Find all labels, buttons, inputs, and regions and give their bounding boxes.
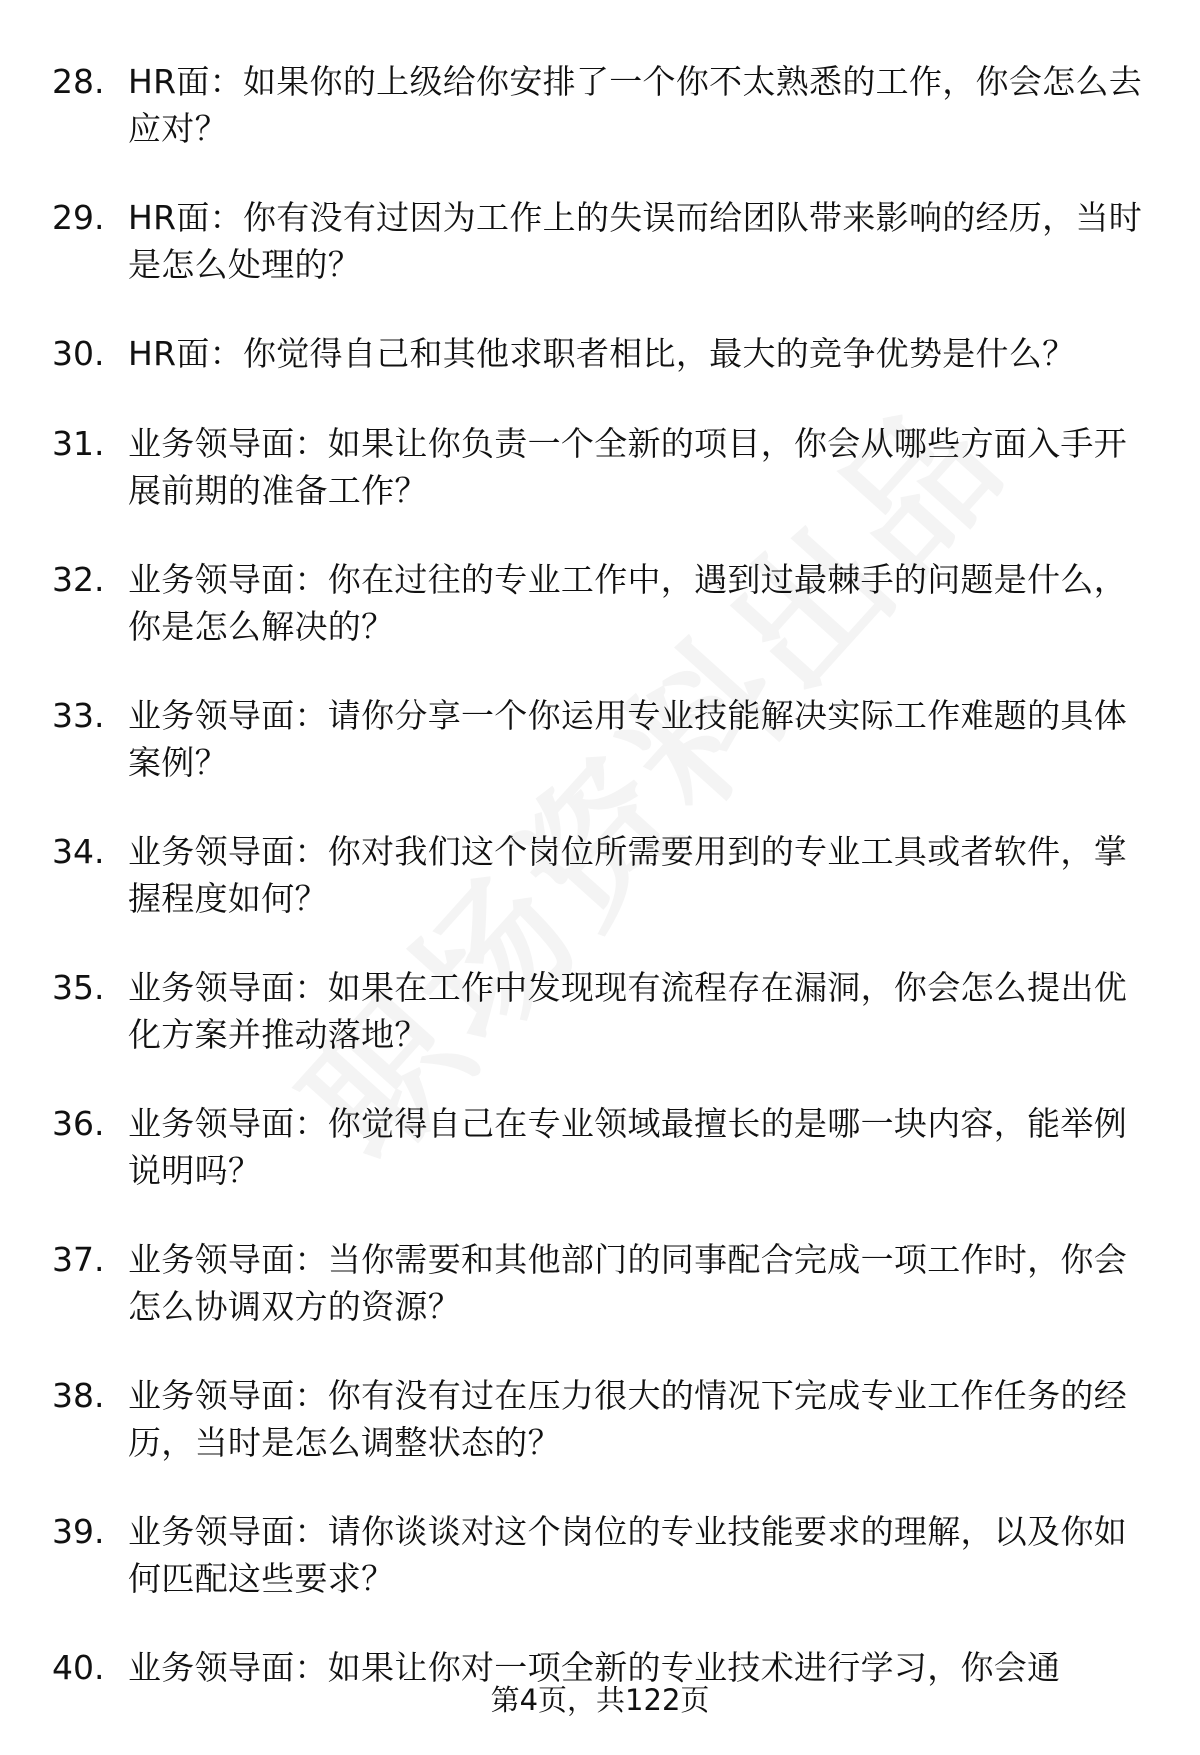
question-text: 业务领导面：请你分享一个你运用专业技能解决实际工作难题的具体案例？ <box>128 696 1127 782</box>
question-text: 业务领导面：你有没有过在压力很大的情况下完成专业工作任务的经历，当时是怎么调整状态的？ <box>128 1376 1127 1462</box>
question-number: 34. <box>52 832 105 871</box>
question-item <box>0 1508 1200 1644</box>
question-number: 33. <box>52 696 105 735</box>
question-number: 39. <box>52 1512 105 1551</box>
question-number: 31. <box>52 424 105 463</box>
question-item <box>0 828 1200 964</box>
question-text: 业务领导面：请你谈谈对这个岗位的专业技能要求的理解，以及你如何匹配这些要求？ <box>128 1512 1127 1598</box>
question-number: 30. <box>52 334 105 373</box>
question-item <box>0 194 1200 330</box>
question-text: 业务领导面：如果让你对一项全新的专业技术进行学习，你会通 <box>128 1648 1061 1687</box>
question-item <box>0 964 1200 1100</box>
question-text: 业务领导面：你在过往的专业工作中，遇到过最棘手的问题是什么，你是怎么解决的？ <box>128 560 1127 646</box>
question-item <box>0 556 1200 692</box>
question-item <box>0 1236 1200 1372</box>
question-text: HR面：你觉得自己和其他求职者相比，最大的竞争优势是什么？ <box>128 334 1076 373</box>
question-text: 业务领导面：如果在工作中发现现有流程存在漏洞，你会怎么提出优化方案并推动落地？ <box>128 968 1127 1054</box>
question-number: 35. <box>52 968 105 1007</box>
question-number: 38. <box>52 1376 105 1415</box>
question-number: 32. <box>52 560 105 599</box>
question-text: HR面：如果你的上级给你安排了一个你不太熟悉的工作，你会怎么去应对？ <box>128 62 1143 148</box>
question-item <box>0 1372 1200 1508</box>
question-item <box>0 1100 1200 1236</box>
question-item <box>0 692 1200 828</box>
question-item <box>0 420 1200 556</box>
question-number: 37. <box>52 1240 105 1279</box>
question-text: 业务领导面：你觉得自己在专业领域最擅长的是哪一块内容，能举例说明吗？ <box>128 1104 1127 1190</box>
question-list <box>0 58 1200 1704</box>
question-text: HR面：你有没有过因为工作上的失误而给团队带来影响的经历，当时是怎么处理的？ <box>128 198 1143 284</box>
question-number: 40. <box>52 1648 105 1687</box>
page-number-footer: 第4页，共122页 <box>490 1683 710 1717</box>
question-item <box>0 58 1200 194</box>
question-item <box>0 330 1200 420</box>
question-text: 业务领导面：如果让你负责一个全新的项目，你会从哪些方面入手开展前期的准备工作？ <box>128 424 1127 510</box>
question-text: 业务领导面：你对我们这个岗位所需要用到的专业工具或者软件，掌握程度如何？ <box>128 832 1127 918</box>
question-text: 业务领导面：当你需要和其他部门的同事配合完成一项工作时，你会怎么协调双方的资源？ <box>128 1240 1127 1326</box>
question-number: 29. <box>52 198 105 237</box>
question-number: 36. <box>52 1104 105 1143</box>
question-number: 28. <box>52 62 105 101</box>
